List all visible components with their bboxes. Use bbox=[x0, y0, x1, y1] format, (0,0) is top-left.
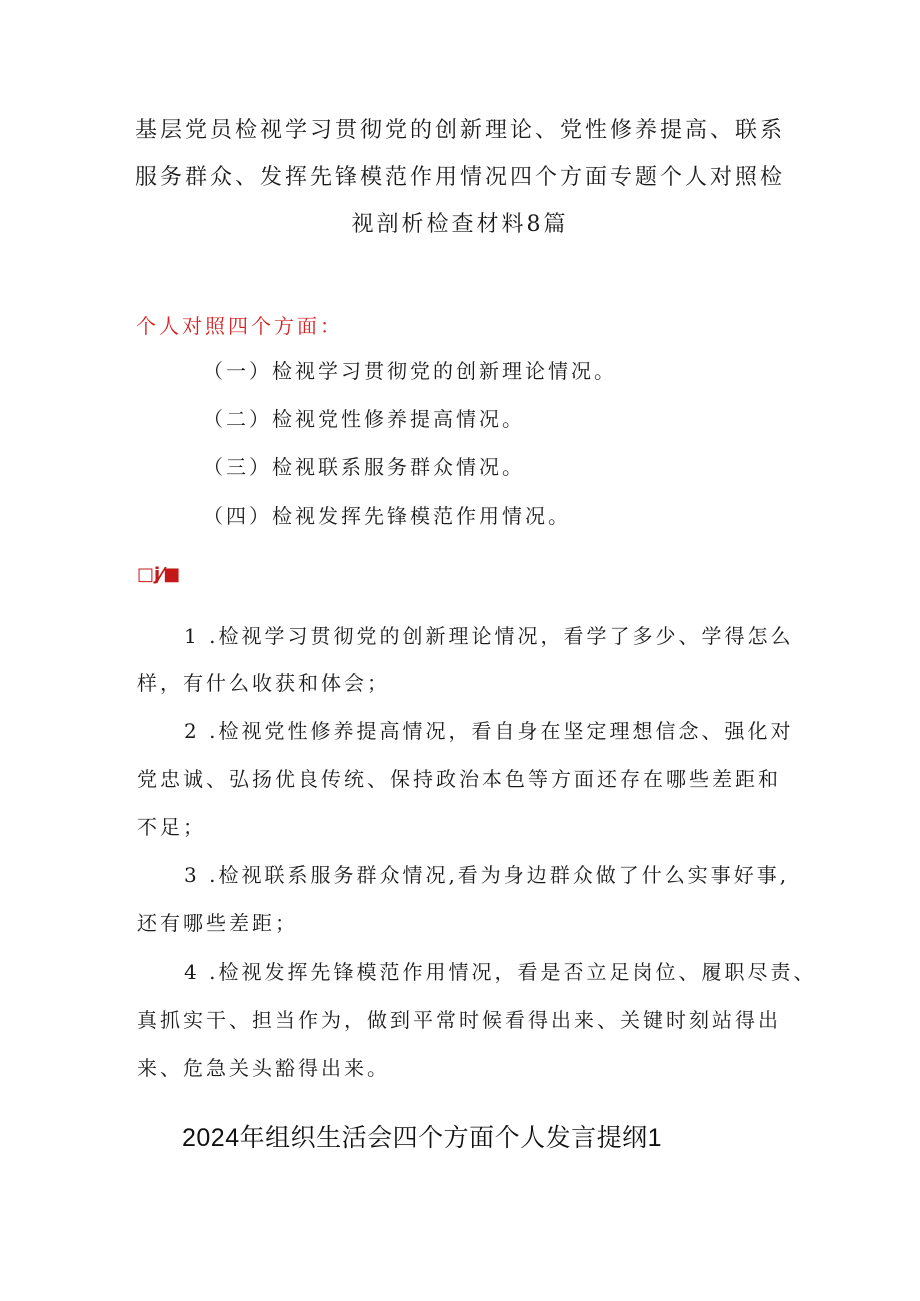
document-title-line-1: 基层党员检视学习贯彻党的创新理论、党性修养提高、联系 bbox=[134, 118, 785, 143]
document-title-line-3: 视剖析检查材料8篇 bbox=[351, 212, 569, 237]
point-2-line-1: 2 .检视党性修养提高情况，看自身在坚定理想信念、强化对 bbox=[184, 719, 794, 743]
garbled-marker: □j⁄■ bbox=[137, 564, 181, 585]
point-3-line-2: 还有哪些差距； bbox=[137, 911, 298, 935]
point-1-line-1: 1 .检视学习贯彻党的创新理论情况，看学了多少、学得怎么 bbox=[184, 624, 794, 648]
point-3-line-1: 3 .检视联系服务群众情况,看为身边群众做了什么实事好事, bbox=[184, 863, 790, 887]
aspects-heading: 个人对照四个方面： bbox=[136, 314, 343, 338]
point-4-line-3: 来、危急关头豁得出来。 bbox=[137, 1056, 390, 1080]
aspect-item-4: （四）检视发挥先锋模范作用情况。 bbox=[203, 504, 571, 528]
point-4-line-1: 4 .检视发挥先锋模范作用情况，看是否立足岗位、履职尽责、 bbox=[184, 960, 817, 984]
point-2-line-3: 不足； bbox=[137, 815, 206, 839]
point-2-line-2: 党忠诚、弘扬优良传统、保持政治本色等方面还存在哪些差距和 bbox=[137, 767, 781, 791]
aspect-item-2: （二）检视党性修养提高情况。 bbox=[203, 407, 525, 431]
aspect-item-3: （三）检视联系服务群众情况。 bbox=[203, 455, 525, 479]
document-title-line-2: 服务群众、发挥先锋模范作用情况四个方面专题个人对照检 bbox=[134, 165, 785, 190]
point-1-line-2: 样，有什么收获和体会； bbox=[137, 671, 390, 695]
aspect-item-1: （一）检视学习贯彻党的创新理论情况。 bbox=[203, 359, 617, 383]
section-subtitle: 2024年组织生活会四个方面个人发言提纲1 bbox=[182, 1124, 663, 1152]
point-4-line-2: 真抓实干、担当作为，做到平常时候看得出来、关键时刻站得出 bbox=[137, 1008, 781, 1032]
